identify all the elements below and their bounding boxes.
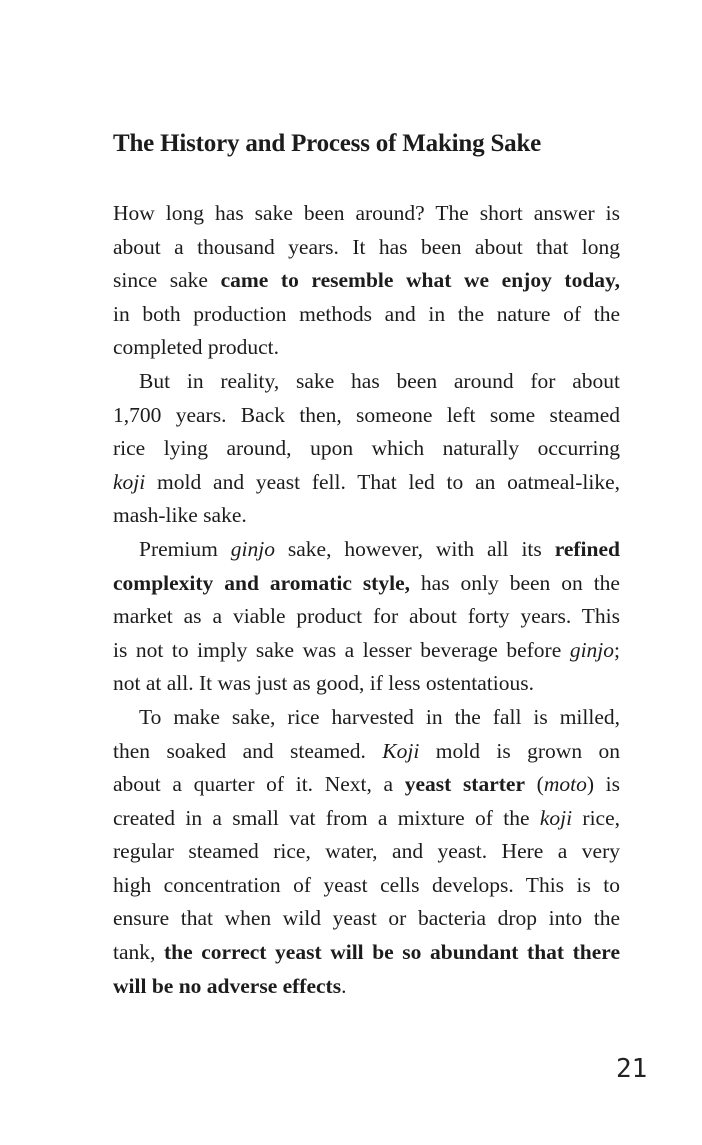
italic-text-run: moto xyxy=(543,772,587,797)
text-run: ensure that when wild yeast or bacteria drop into the xyxy=(113,906,620,931)
text-line xyxy=(113,768,620,802)
bold-text-run: complexity and aromatic style, xyxy=(113,570,410,595)
bold-text-run: came to resemble what we enjoy today, xyxy=(220,268,620,293)
bold-text-run: yeast starter xyxy=(404,772,526,797)
text-run: has only been on the xyxy=(409,570,620,595)
italic-text-run: koji xyxy=(113,469,146,494)
text-run: about a thousand years. It has been about that long xyxy=(113,234,620,259)
text-line xyxy=(113,802,620,836)
text-run: since sake xyxy=(113,268,221,293)
text-line xyxy=(113,567,620,601)
italic-text-run: ginjo xyxy=(230,536,275,561)
text-run: mold and yeast fell. That led to an oatmeal-like, xyxy=(145,469,620,494)
text-line xyxy=(113,432,620,466)
text-line xyxy=(113,902,620,936)
text-run: regular steamed rice, water, and yeast. Here a very xyxy=(113,839,620,864)
text-run: ; xyxy=(614,637,620,662)
text-run: in both production methods and in the nature of the xyxy=(113,301,620,326)
text-line xyxy=(113,936,620,970)
text-line xyxy=(113,701,620,735)
bold-text-run: refined xyxy=(554,536,620,561)
text-line xyxy=(113,264,620,298)
text-run: 1,700 years. Back then, someone left some steamed xyxy=(113,402,620,427)
text-run: market as a viable product for about forty years. This xyxy=(113,604,620,629)
text-line xyxy=(113,231,620,265)
text-run: ( xyxy=(525,772,544,797)
text-line xyxy=(113,970,620,1004)
text-run: mold is grown on xyxy=(419,738,620,763)
text-line xyxy=(113,399,620,433)
text-line xyxy=(113,835,620,869)
text-run: ) is xyxy=(586,772,620,797)
text-line xyxy=(113,634,620,668)
text-run: not at all. It was just as good, if less ostentatious. xyxy=(113,671,534,696)
text-run: mash-like sake. xyxy=(113,503,247,528)
text-run: rice lying around, upon which naturally occurring xyxy=(113,436,620,461)
text-run: tank, xyxy=(113,940,164,965)
text-run: is not to imply sake was a lesser beverage before xyxy=(113,637,570,662)
text-line xyxy=(113,499,620,533)
paragraph xyxy=(113,701,620,1003)
paragraph xyxy=(113,533,620,701)
page-number: 21 xyxy=(616,1054,648,1084)
italic-text-run: ginjo xyxy=(569,637,615,662)
text-run: completed product. xyxy=(113,335,279,360)
text-run: . xyxy=(341,973,347,998)
text-run: high concentration of yeast cells develops. This is to xyxy=(113,872,620,897)
text-line xyxy=(113,298,620,332)
bold-text-run: the correct yeast will be so abundant that there xyxy=(163,940,620,965)
text-line xyxy=(113,197,620,231)
text-line xyxy=(113,869,620,903)
text-line xyxy=(113,533,620,567)
text-run: To make sake, rice harvested in the fall is milled, xyxy=(139,704,620,729)
paragraph xyxy=(113,197,620,365)
text-run: Premium xyxy=(139,536,231,561)
paragraph xyxy=(113,365,620,533)
italic-text-run: Koji xyxy=(382,738,420,763)
text-line xyxy=(113,667,620,701)
text-line xyxy=(113,331,620,365)
italic-text-run: koji xyxy=(539,805,573,830)
text-line xyxy=(113,735,620,769)
page-text xyxy=(113,197,620,1003)
chapter-title: The History and Process of Making Sake xyxy=(113,130,542,157)
text-line xyxy=(113,466,620,500)
text-run: then soaked and steamed. xyxy=(113,738,383,763)
text-run: How long has sake been around? The short answer is xyxy=(113,201,620,225)
text-run: sake, however, with all its xyxy=(274,536,555,561)
text-line xyxy=(113,600,620,634)
text-run: about a quarter of it. Next, a xyxy=(113,772,405,797)
page-content xyxy=(113,126,620,1003)
text-run: But in reality, sake has been around for about xyxy=(139,368,620,393)
bold-text-run: will be no adverse effects xyxy=(113,973,342,998)
text-run: rice, xyxy=(572,805,620,830)
text-line xyxy=(113,365,620,399)
text-run: created in a small vat from a mixture of the xyxy=(113,805,540,830)
